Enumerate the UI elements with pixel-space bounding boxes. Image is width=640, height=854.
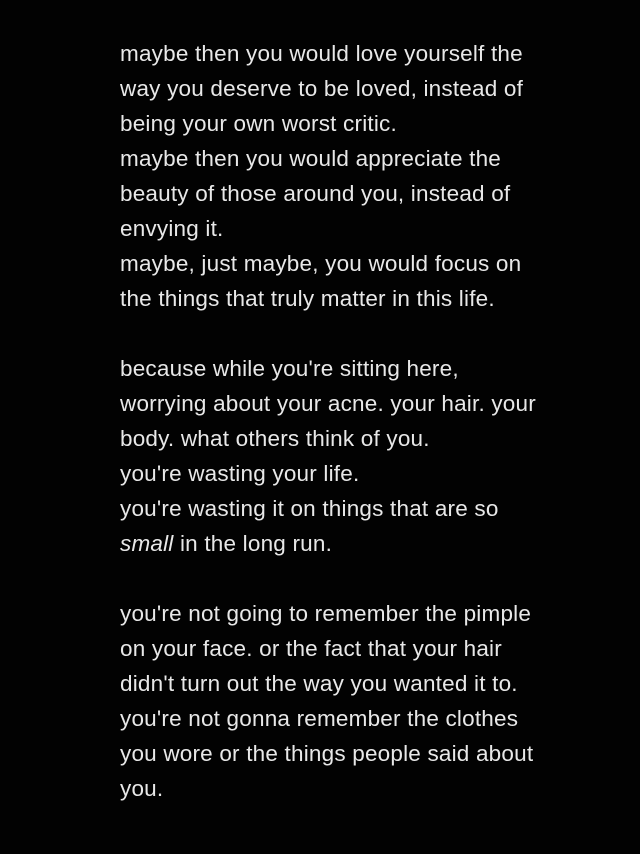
paragraph-1 <box>120 36 600 316</box>
text-segment: maybe then you would appreciate the <box>120 146 501 171</box>
text-segment: because while you're sitting here, <box>120 356 459 381</box>
text-segment: you. <box>120 776 164 801</box>
text-line <box>120 771 600 806</box>
text-segment: you're wasting it on things that are so <box>120 496 499 521</box>
text-segment: beauty of those around you, instead of <box>120 181 511 206</box>
text-segment: you wore or the things people said about <box>120 741 534 766</box>
text-segment: you're not gonna remember the clothes <box>120 706 519 731</box>
text-line <box>120 281 600 316</box>
italic-text-segment: small <box>120 531 174 556</box>
text-line <box>120 386 600 421</box>
text-line <box>120 36 600 71</box>
text-line <box>120 526 600 561</box>
text-segment: worrying about your acne. your hair. your <box>120 391 536 416</box>
text-line <box>120 701 600 736</box>
text-line <box>120 176 600 211</box>
text-line <box>120 736 600 771</box>
text-line <box>120 246 600 281</box>
text-line <box>120 456 600 491</box>
text-line <box>120 106 600 141</box>
text-line <box>120 491 600 526</box>
text-line <box>120 211 600 246</box>
text-line <box>120 666 600 701</box>
text-segment: on your face. or the fact that your hair <box>120 636 502 661</box>
paragraph-2 <box>120 351 600 561</box>
text-segment: you're not going to remember the pimple <box>120 601 532 626</box>
text-segment: the things that truly matter in this life. <box>120 286 495 311</box>
paragraph-3 <box>120 596 600 806</box>
text-segment: body. what others think of you. <box>120 426 430 451</box>
text-segment: you're wasting your life. <box>120 461 360 486</box>
text-line <box>120 71 600 106</box>
text-segment: maybe, just maybe, you would focus on <box>120 251 522 276</box>
text-line <box>120 141 600 176</box>
text-segment: way you deserve to be loved, instead of <box>120 76 524 101</box>
text-line <box>120 596 600 631</box>
text-segment: didn't turn out the way you wanted it to. <box>120 671 518 696</box>
text-line <box>120 631 600 666</box>
text-line <box>120 421 600 456</box>
text-segment: maybe then you would love yourself the <box>120 41 523 66</box>
text-segment: envying it. <box>120 216 224 241</box>
text-segment: being your own worst critic. <box>120 111 397 136</box>
text-segment: in the long run. <box>173 531 333 556</box>
text-line <box>120 351 600 386</box>
